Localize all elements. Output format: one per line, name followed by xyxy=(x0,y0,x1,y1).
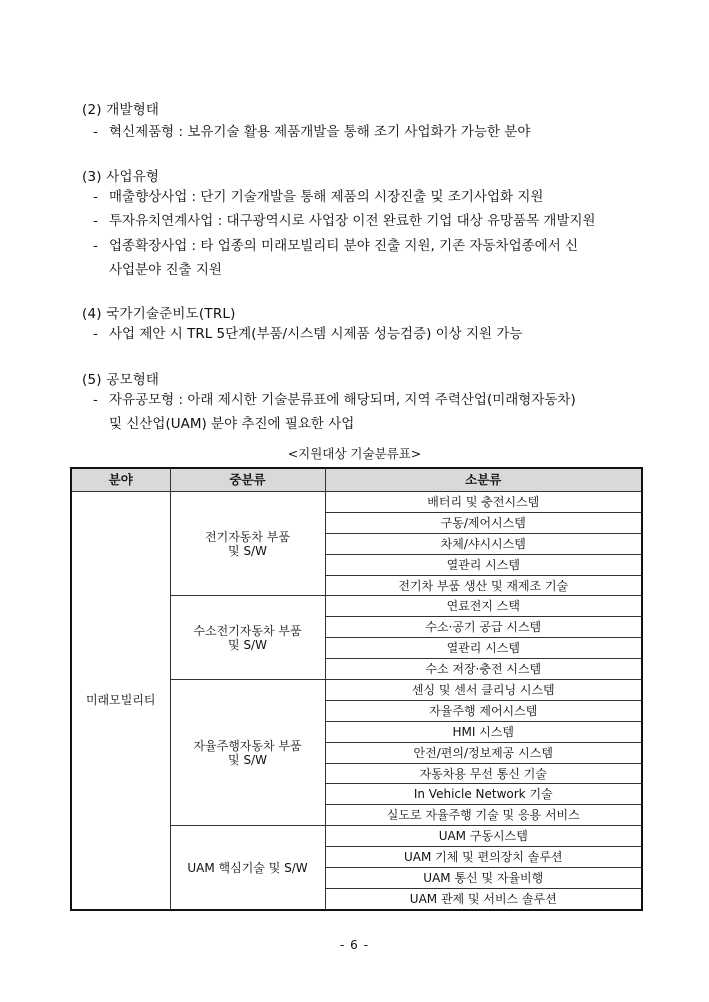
sub-category-cell: 안전/편의/정보제공 시스템 xyxy=(325,742,642,763)
bullet-dash: - xyxy=(93,238,98,254)
section-title-contest-type: (5) 공모형태 xyxy=(82,372,160,388)
field-cell: 미래모빌리티 xyxy=(71,492,170,910)
sub-category-cell: UAM 기체 및 편의장치 솔루션 xyxy=(325,847,642,868)
tech-classification-table xyxy=(70,467,643,911)
mid-category-line: 자율주행자동차 부품 xyxy=(193,738,302,753)
list-item xyxy=(93,322,643,346)
table-header-row xyxy=(71,468,642,492)
section-title-dev-type: (2) 개발형태 xyxy=(82,102,160,118)
mid-category-line: 수소전기자동차 부품 xyxy=(193,623,302,638)
mid-category-line: 전기자동차 부품 xyxy=(205,529,290,544)
mid-category-cell xyxy=(170,680,325,826)
table-row xyxy=(71,492,642,513)
sub-category-cell: 전기차 부품 생산 및 재제조 기술 xyxy=(325,575,642,596)
sub-category-cell: 실도로 자율주행 기술 및 응용 서비스 xyxy=(325,805,642,826)
bullet-dash: - xyxy=(93,326,98,342)
page-number: - 6 - xyxy=(340,938,369,952)
list-item xyxy=(93,234,643,282)
list-item-text: 업종확장사업 : 타 업종의 미래모빌리티 분야 진출 지원, 기존 자동차업종에서 신 xyxy=(109,238,579,254)
sub-category-cell: 열관리 시스템 xyxy=(325,554,642,575)
section-title-trl: (4) 국가기술준비도(TRL) xyxy=(82,306,236,322)
list-item xyxy=(93,209,643,233)
sub-category-cell: HMI 시스템 xyxy=(325,721,642,742)
list-item xyxy=(93,388,643,436)
sub-category-cell: UAM 관제 및 서비스 솔루션 xyxy=(325,888,642,909)
bullet-dash: - xyxy=(93,213,98,229)
sub-category-cell: 차체/샤시시스템 xyxy=(325,533,642,554)
mid-category-cell xyxy=(170,492,325,596)
list-item-continuation: 사업분야 진출 지원 xyxy=(109,262,222,278)
bullet-dash: - xyxy=(93,189,98,205)
mid-category-cell xyxy=(170,596,325,680)
sub-category-cell: In Vehicle Network 기술 xyxy=(325,784,642,805)
list-item-text: 투자유치연계사업 : 대구광역시로 사업장 이전 완료한 기업 대상 유망품목 개발지원 xyxy=(109,213,596,229)
list-item-text: 사업 제안 시 TRL 5단계(부품/시스템 시제품 성능검증) 이상 지원 가능 xyxy=(109,326,523,342)
mid-category-line: UAM 핵심기술 및 S/W xyxy=(187,860,308,875)
list-item-text: 매출향상사업 : 단기 기술개발을 통해 제품의 시장진출 및 조기사업화 지원 xyxy=(109,189,544,205)
list-item xyxy=(93,120,643,144)
sub-category-cell: 열관리 시스템 xyxy=(325,638,642,659)
sub-category-cell: 수소 저장·충전 시스템 xyxy=(325,659,642,680)
header-field: 분야 xyxy=(71,468,170,492)
mid-category-cell xyxy=(170,826,325,910)
sub-category-cell: UAM 구동시스템 xyxy=(325,826,642,847)
sub-category-cell: 자동차용 무선 통신 기술 xyxy=(325,763,642,784)
mid-category-line: 및 S/W xyxy=(228,543,267,558)
bullet-dash: - xyxy=(93,392,98,408)
header-mid-category: 중분류 xyxy=(170,468,325,492)
list-item xyxy=(93,185,643,209)
list-item-continuation: 및 신산업(UAM) 분야 추진에 필요한 사업 xyxy=(109,416,355,432)
sub-category-cell: 배터리 및 충전시스템 xyxy=(325,492,642,513)
sub-category-cell: 구동/제어시스템 xyxy=(325,512,642,533)
mid-category-line: 및 S/W xyxy=(228,637,267,652)
mid-category-line: 및 S/W xyxy=(228,752,267,767)
list-item-text: 자유공모형 : 아래 제시한 기술분류표에 해당되며, 지역 주력산업(미래형자동차) xyxy=(109,392,576,408)
table-caption: <지원대상 기술분류표> xyxy=(287,446,422,461)
header-sub-category: 소분류 xyxy=(325,468,642,492)
sub-category-cell: 자율주행 제어시스템 xyxy=(325,700,642,721)
sub-category-cell: 수소·공기 공급 시스템 xyxy=(325,617,642,638)
bullet-dash: - xyxy=(93,124,98,140)
sub-category-cell: 연료전지 스택 xyxy=(325,596,642,617)
sub-category-cell: 센싱 및 센서 클리닝 시스템 xyxy=(325,680,642,701)
list-item-text: 혁신제품형 : 보유기술 활용 제품개발을 통해 조기 사업화가 가능한 분야 xyxy=(109,124,531,140)
section-title-business-type: (3) 사업유형 xyxy=(82,169,160,185)
sub-category-cell: UAM 통신 및 자율비행 xyxy=(325,868,642,889)
